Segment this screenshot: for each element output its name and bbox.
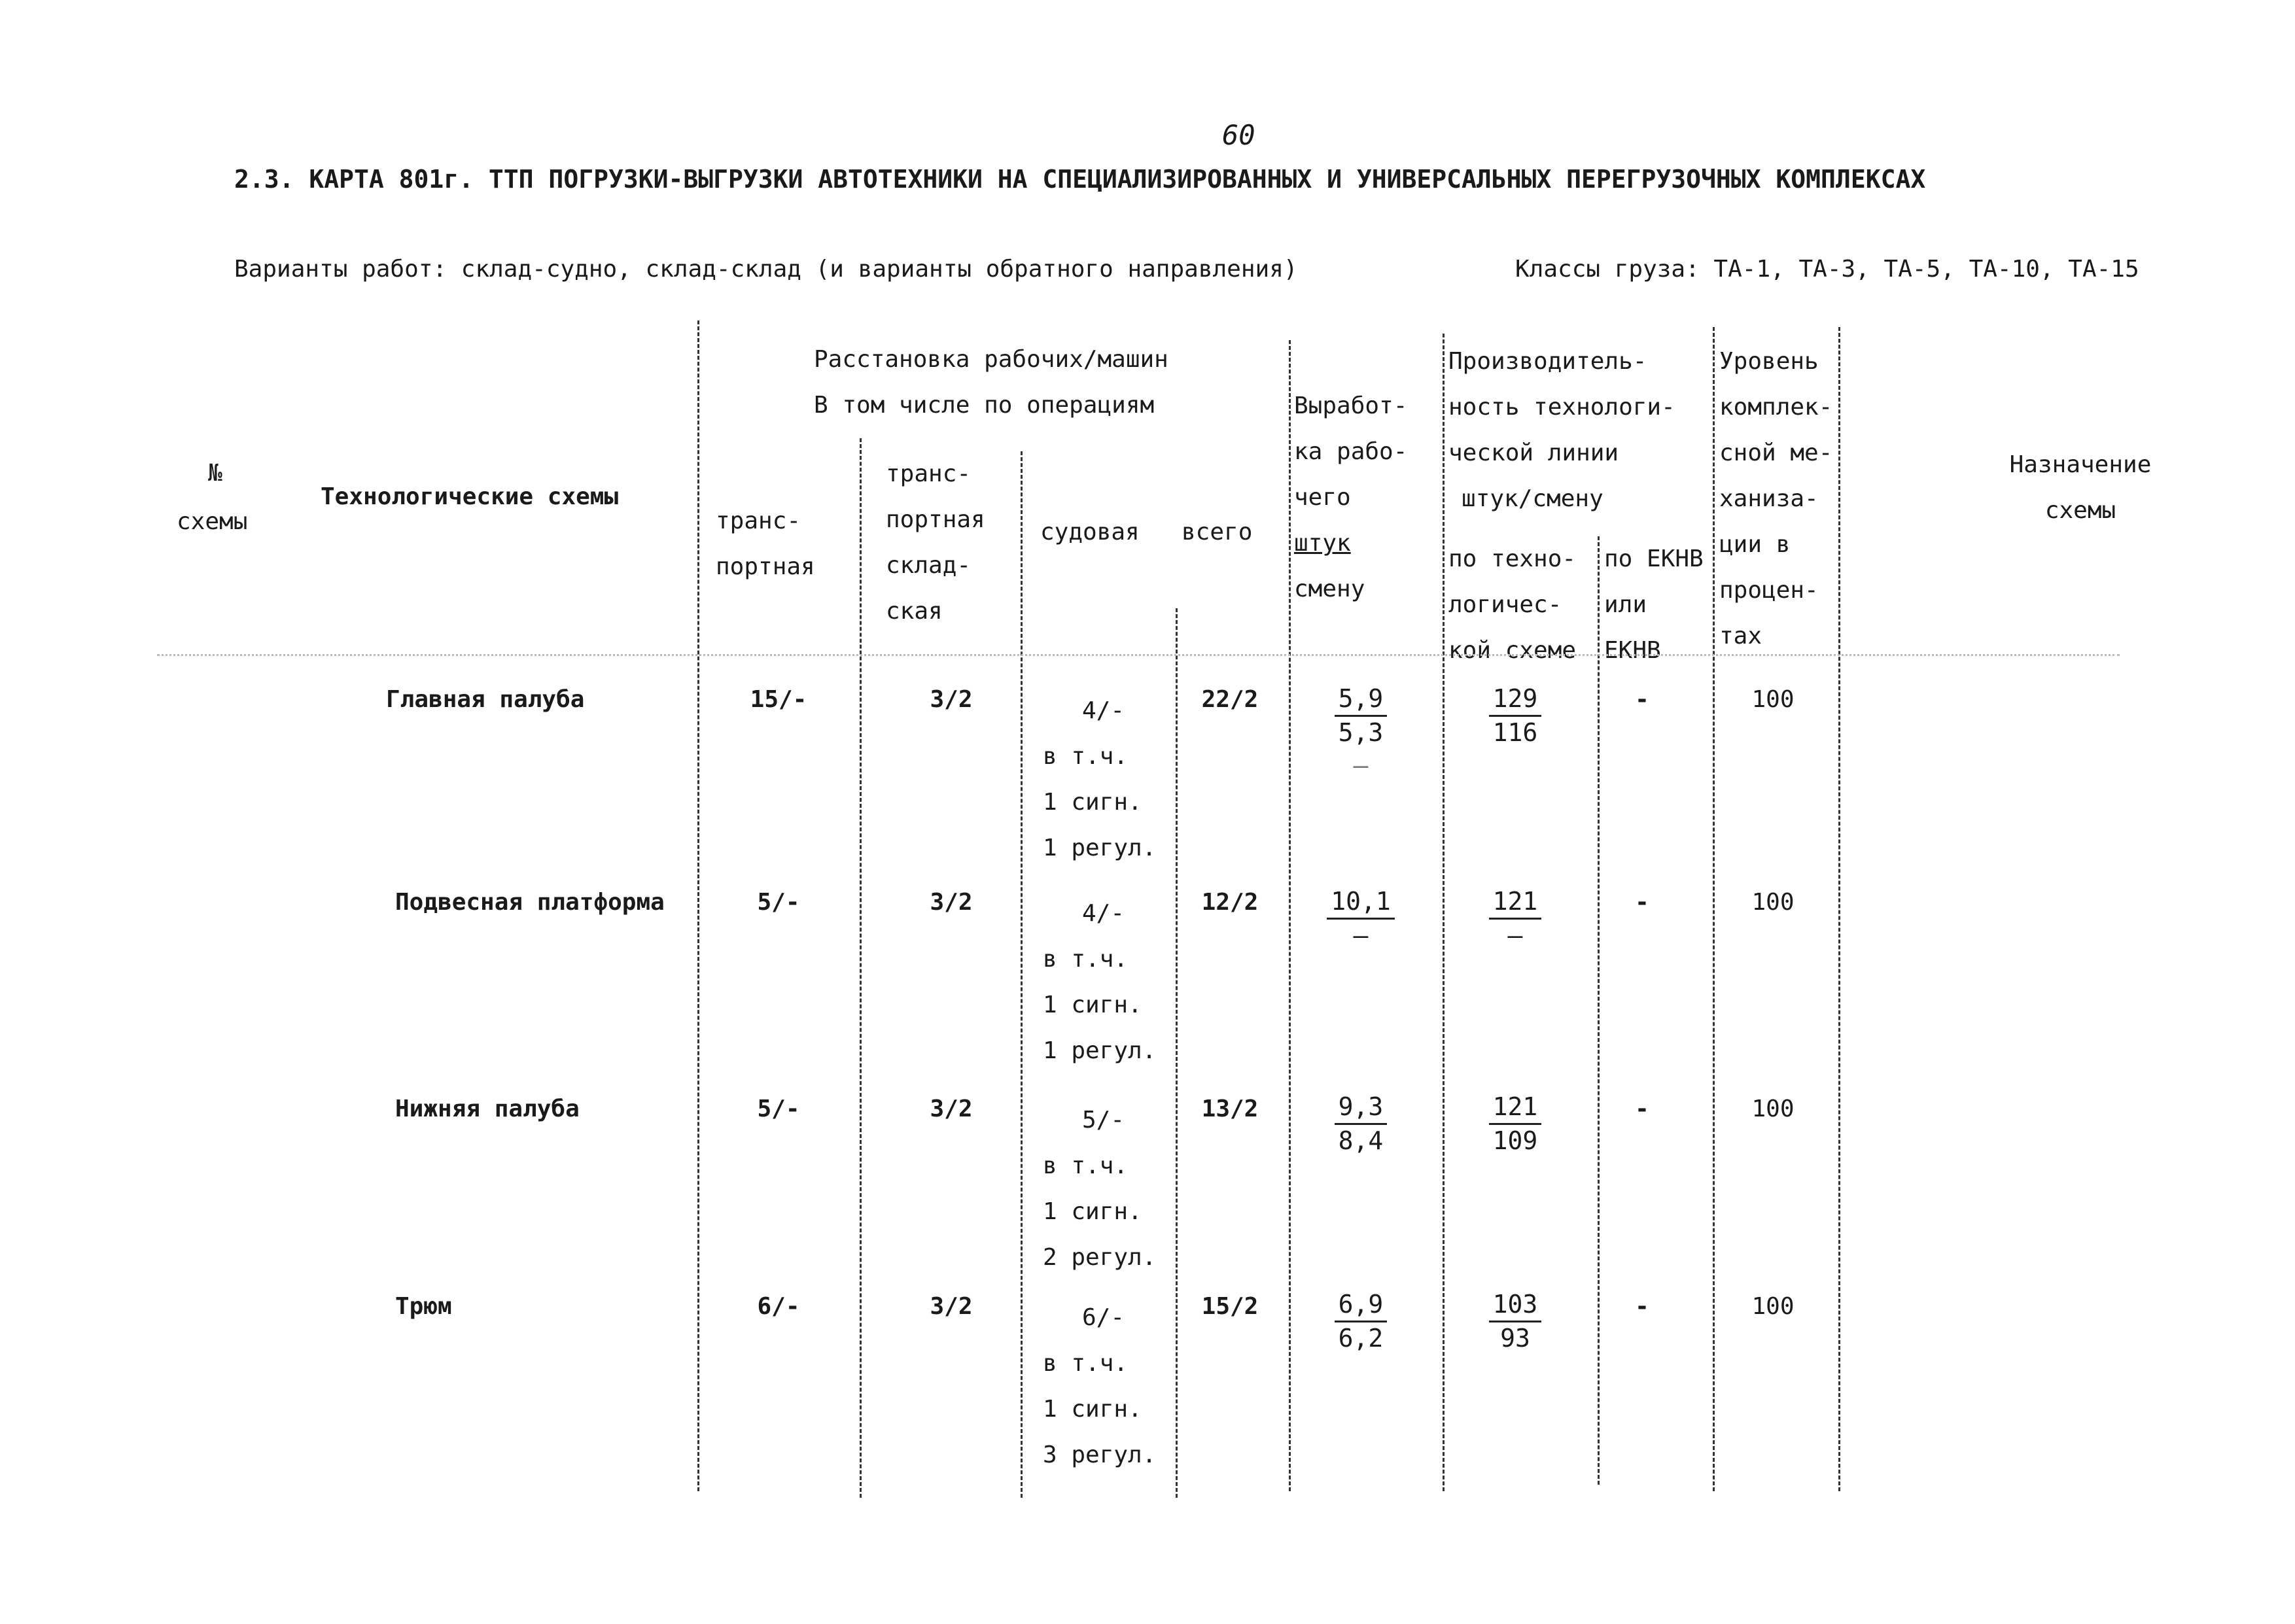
row-ekhnv: - (1635, 1096, 1649, 1122)
col-sep-9 (1838, 327, 1840, 1491)
header-transport-warehouse: транс- портная склад- ская (886, 460, 985, 625)
col-sep-7 (1598, 536, 1600, 1485)
header-by-ekhnv: по ЕКНВ или ЕКНВ (1604, 545, 1704, 664)
row-transport: 6/- (757, 1293, 800, 1320)
header-productivity: Производитель- ность технологи- ческой линии штук/смену (1448, 348, 1675, 512)
header-mechanization: Уровень комплек- сной ме- ханиза- ции в процен- тах (1719, 348, 1833, 649)
header-transport: транс- портная (716, 508, 815, 580)
row-transport: 5/- (757, 889, 800, 916)
row-productivity: $\frac{129}{116}$ (1469, 683, 1561, 750)
col-sep-1 (697, 320, 699, 1491)
row-productivity: 121 — (1469, 886, 1561, 952)
row-output: $\frac{9,3}{8,4}$ (1315, 1091, 1407, 1158)
row-ship: 5/- в т.ч. 1 сигн. 2 регул. (1043, 1107, 1157, 1271)
row-ship: 4/- в т.ч. 1 сигн. 1 регул. (1043, 900, 1157, 1064)
header-total: всего (1182, 519, 1253, 545)
header-placement: Расстановка рабочих/машин (814, 346, 1168, 373)
col-sep-5 (1289, 340, 1291, 1491)
col-sep-8 (1713, 327, 1715, 1491)
header-ship: судовая (1040, 519, 1140, 545)
row-ship: 4/- в т.ч. 1 сигн. 1 регул. (1043, 697, 1157, 861)
row-total: 22/2 (1201, 686, 1259, 713)
row-productivity: $\frac{121}{109}$ (1469, 1091, 1561, 1158)
row-output: 5,9 5,3 — (1315, 683, 1407, 782)
col-sep-2 (860, 438, 862, 1498)
row-name: Нижняя палуба (395, 1096, 580, 1122)
header-divider (157, 654, 2120, 656)
row-transport-warehouse: 3/2 (930, 889, 973, 916)
header-tech-schemes: Технологические схемы (321, 483, 619, 510)
row-mechanization: 100 (1751, 1096, 1795, 1122)
page-number: 60 (1222, 119, 1255, 151)
row-mechanization: 100 (1751, 1293, 1795, 1320)
row-transport-warehouse: 3/2 (930, 1096, 973, 1122)
row-total: 12/2 (1201, 889, 1259, 916)
row-name: Подвесная платформа (395, 889, 665, 916)
col-sep-3 (1021, 451, 1023, 1498)
header-scheme-no-symbol: № (208, 460, 222, 487)
row-ekhnv: - (1635, 889, 1649, 916)
row-output: $\frac{6,9}{6,2}$ (1315, 1288, 1407, 1355)
row-transport: 5/- (757, 1096, 800, 1122)
row-total: 15/2 (1201, 1293, 1259, 1320)
page-title: 2.3. КАРТА 801г. ТТП ПОГРУЗКИ-ВЫГРУЗКИ АВТОТЕХНИКИ НА СПЕЦИАЛИЗИРОВАННЫХ И УНИВЕРСАЛЬНЫХ ПЕРЕГРУЗОЧНЫХ КОМПЛЕКСАХ (234, 165, 1926, 194)
header-placement-ops: В том числе по операциям (814, 392, 1155, 419)
col-sep-4 (1176, 608, 1178, 1498)
row-ekhnv: - (1635, 1293, 1649, 1320)
row-name: Главная палуба (386, 686, 585, 713)
header-output: Выработ- ка рабо- чего штук смену (1294, 392, 1408, 602)
header-by-scheme: по техно- логичес- кой схеме (1448, 545, 1577, 664)
row-name: Трюм (395, 1293, 452, 1320)
row-ekhnv: - (1635, 686, 1649, 713)
row-output: 10,1 — (1315, 886, 1407, 952)
row-ship: 6/- в т.ч. 1 сигн. 3 регул. (1043, 1304, 1157, 1468)
row-productivity: $\frac{103}{93}$ (1469, 1288, 1561, 1355)
row-total: 13/2 (1201, 1096, 1259, 1122)
col-sep-6 (1443, 334, 1445, 1491)
row-transport-warehouse: 3/2 (930, 686, 973, 713)
row-transport-warehouse: 3/2 (930, 1293, 973, 1320)
header-scheme-no: схемы (177, 508, 248, 535)
row-transport: 15/- (750, 686, 807, 713)
cargo-classes: Классы груза: ТА-1, ТА-3, ТА-5, ТА-10, ТА-15 (1515, 256, 2139, 283)
header-purpose: Назначение схемы (2009, 451, 2152, 524)
work-variants: Варианты работ: склад-судно, склад-склад (и варианты обратного направления) (234, 256, 1298, 283)
row-mechanization: 100 (1751, 686, 1795, 713)
row-mechanization: 100 (1751, 889, 1795, 916)
